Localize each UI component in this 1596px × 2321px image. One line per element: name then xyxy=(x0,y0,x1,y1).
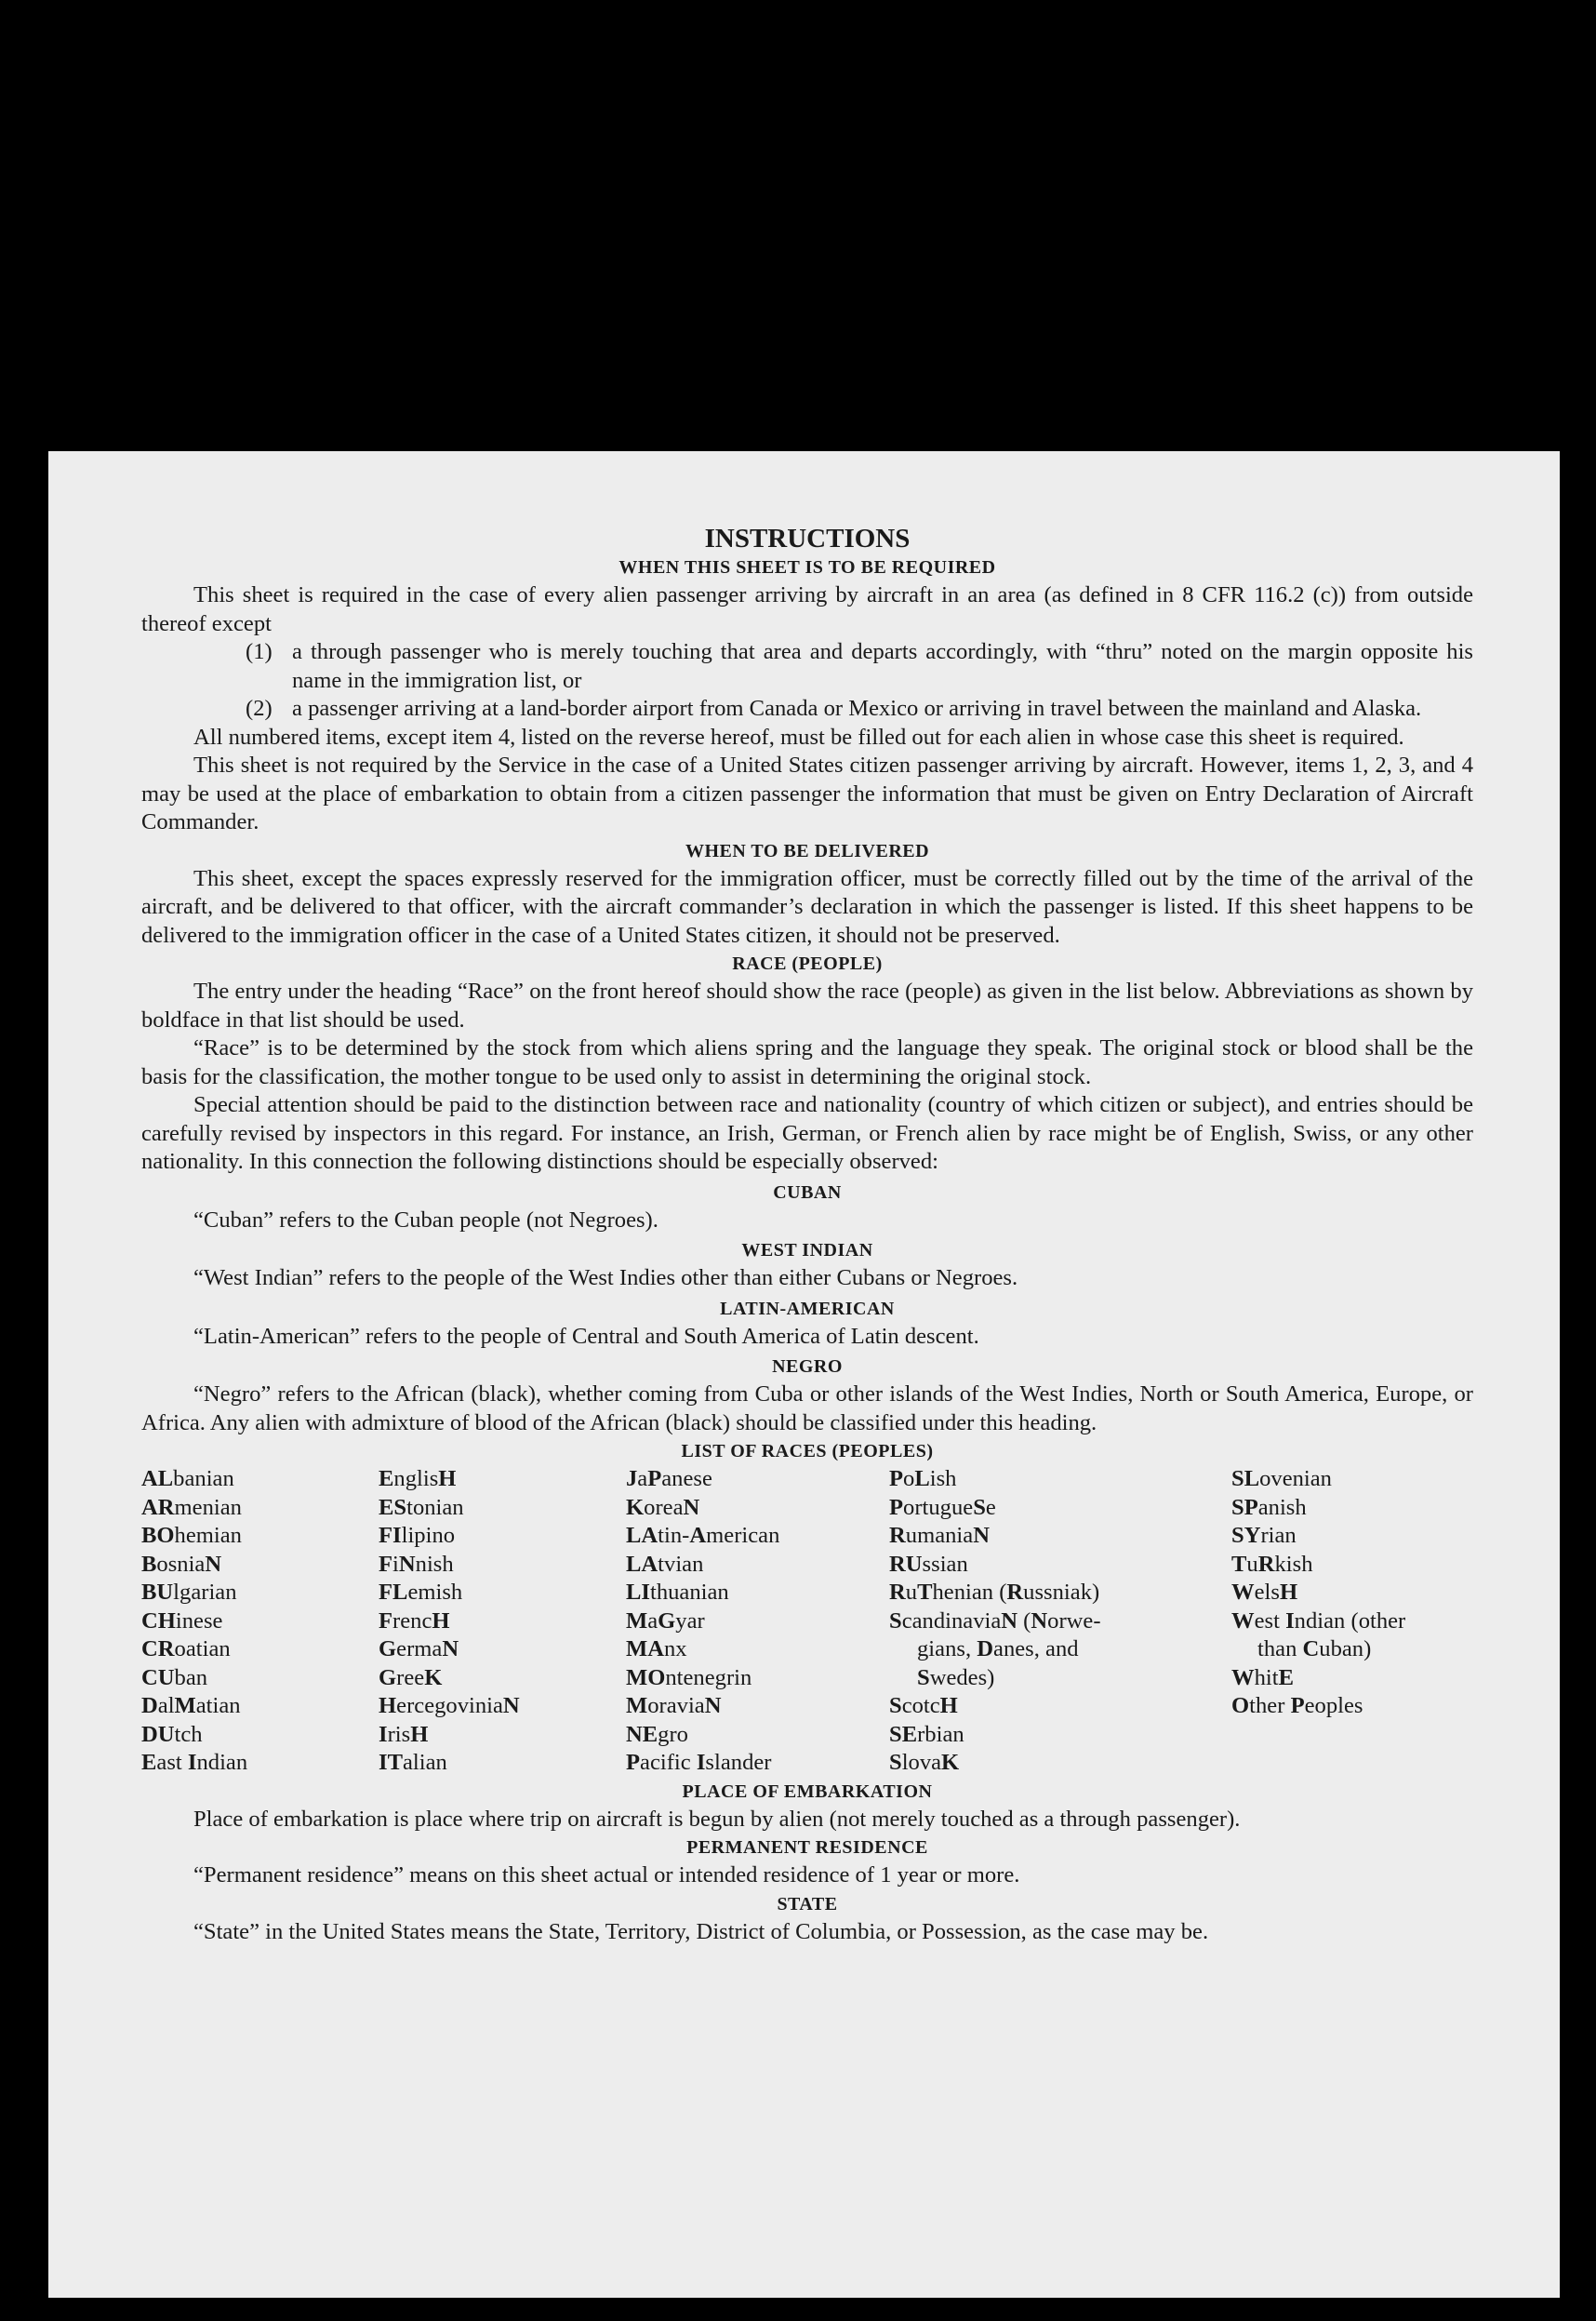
race-item: WelsH xyxy=(1231,1580,1298,1605)
race-item: West Indian (other xyxy=(1231,1607,1406,1634)
item-text: a passenger arriving at a land-border airport from Canada or Mexico or arriving in travel between the mainland and Alaska. xyxy=(292,696,1422,721)
race-item: CHinese xyxy=(141,1607,223,1634)
paragraph: Special attention should be paid to the distinction between race and nationality (country of which citizen or subject), and entries should be carefully revised by inspectors in this regard. For instance, an Irish, German, or French alien by race might be of English, Swiss, or any other nationality. In this connection the following distinctions should be especially observed: xyxy=(141,1092,1473,1174)
heading-latin-american: LATIN-AMERICAN xyxy=(720,1298,895,1319)
race-item: SLovenian xyxy=(1231,1466,1332,1491)
race-column-3 xyxy=(626,1465,889,1778)
race-item: IrisH xyxy=(379,1721,429,1747)
race-item: KoreaN xyxy=(626,1494,700,1520)
instructions-content xyxy=(141,524,1473,1946)
race-item: GreeK xyxy=(379,1664,443,1690)
race-item: ARmenian xyxy=(141,1494,242,1520)
heading-negro: NEGRO xyxy=(772,1356,843,1377)
paragraph: “Latin-American” refers to the people of Central and South America of Latin descent. xyxy=(193,1323,979,1349)
paragraph: Place of embarkation is place where trip on aircraft is begun by alien (not merely touched as a through passenger). xyxy=(193,1806,1241,1832)
heading-west-indian: WEST INDIAN xyxy=(741,1240,873,1261)
race-item: than Cuban) xyxy=(1257,1636,1372,1661)
race-list xyxy=(141,1465,1473,1778)
race-item: SErbian xyxy=(889,1721,964,1747)
race-item: East Indian xyxy=(141,1750,248,1775)
race-item: SlovaK xyxy=(889,1750,960,1775)
race-item: LIthuanian xyxy=(626,1580,729,1605)
race-item: EnglisH xyxy=(379,1466,457,1491)
item-text: a through passenger who is merely touching that area and departs accordingly, with “thru” noted on the margin opposite his name in the immigration list, or xyxy=(292,639,1473,693)
race-item: DUtch xyxy=(141,1721,203,1747)
race-item: CRoatian xyxy=(141,1636,231,1661)
race-item: ITalian xyxy=(379,1750,447,1775)
item-number: (2) xyxy=(246,696,273,721)
race-item: EStonian xyxy=(379,1494,464,1520)
race-item: Pacific Islander xyxy=(626,1750,772,1775)
race-item: WhitE xyxy=(1231,1664,1294,1690)
race-item: SPanish xyxy=(1231,1494,1307,1520)
race-item: Swedes) xyxy=(917,1664,995,1690)
race-item: PoLish xyxy=(889,1466,957,1491)
race-item: FiNnish xyxy=(379,1551,454,1577)
race-column-2 xyxy=(379,1465,626,1778)
list-item xyxy=(246,638,1473,695)
paragraph: “West Indian” refers to the people of the West Indies other than either Cubans or Negroes. xyxy=(193,1265,1018,1290)
race-item: RUssian xyxy=(889,1551,968,1577)
heading-when-required: WHEN THIS SHEET IS TO BE REQUIRED xyxy=(618,557,996,578)
race-item: BOhemian xyxy=(141,1523,242,1548)
race-item: TuRkish xyxy=(1231,1551,1313,1577)
paragraph: This sheet is required in the case of every alien passenger arriving by aircraft in an area (as defined in 8 CFR 116.2 (c)) from outside thereof except xyxy=(141,582,1473,636)
race-item: Other Peoples xyxy=(1231,1693,1363,1718)
race-item: NEgro xyxy=(626,1721,688,1747)
race-item: HercegoviniaN xyxy=(379,1693,520,1718)
paragraph: “Negro” refers to the African (black), whether coming from Cuba or other islands of the West Indies, North or South America, Europe, or Africa. Any alien with admixture of blood of the African (black) should be classified under this heading. xyxy=(141,1381,1473,1435)
list-item xyxy=(246,695,1473,724)
heading-permanent-residence: PERMANENT RESIDENCE xyxy=(686,1837,928,1858)
race-column-1 xyxy=(141,1465,379,1778)
item-number: (1) xyxy=(246,639,273,664)
race-column-4 xyxy=(889,1465,1231,1778)
race-item: FLemish xyxy=(379,1580,463,1605)
document-sheet xyxy=(48,451,1560,2298)
race-item: BosniaN xyxy=(141,1551,222,1577)
heading-state: STATE xyxy=(777,1893,838,1914)
race-column-5 xyxy=(1231,1465,1473,1778)
race-item: DalMatian xyxy=(141,1693,241,1718)
race-item: CUban xyxy=(141,1664,208,1690)
race-item: ScandinaviaN (Norwe- xyxy=(889,1607,1101,1634)
race-item: MaGyar xyxy=(626,1607,705,1634)
race-item: BUlgarian xyxy=(141,1580,237,1605)
race-item: LAtvian xyxy=(626,1551,704,1577)
race-item: PortugueSe xyxy=(889,1494,996,1520)
paragraph: All numbered items, except item 4, listed on the reverse hereof, must be filled out for each alien in whose case this sheet is required. xyxy=(193,724,1404,750)
race-item: MoraviaN xyxy=(626,1693,722,1718)
paragraph: “Race” is to be determined by the stock from which aliens spring and the language they speak. The original stock or blood shall be the basis for the classification, the mother tongue to be used only to assist in determining the original stock. xyxy=(141,1035,1473,1089)
race-item: SYrian xyxy=(1231,1523,1297,1548)
race-item: ALbanian xyxy=(141,1466,234,1491)
race-item: RumaniaN xyxy=(889,1523,990,1548)
paragraph: “Cuban” refers to the Cuban people (not Negroes). xyxy=(193,1207,658,1233)
paragraph: This sheet, except the spaces expressly reserved for the immigration officer, must be correctly filled out by the time of the arrival of the aircraft, and be delivered to that officer, with the aircraft commander’s declaration in which the passenger is listed. If this sheet happens to be delivered to the immigration officer in the case of a United States citizen, it should not be preserved. xyxy=(141,865,1473,948)
race-item: JaPanese xyxy=(626,1466,712,1491)
paragraph: This sheet is not required by the Service in the case of a United States citizen passenger arriving by aircraft. However, items 1, 2, 3, and 4 may be used at the place of embarkation to obtain from a citizen passenger the information that must be given on Entry Declaration of Aircraft Commander. xyxy=(141,753,1473,834)
race-item: FIlipino xyxy=(379,1523,456,1548)
heading-race: RACE (PEOPLE) xyxy=(732,954,883,974)
race-item: gians, Danes, and xyxy=(917,1636,1079,1661)
paragraph: The entry under the heading “Race” on the front hereof should show the race (people) as given in the list below. Abbreviations as shown by boldface in that list should be used. xyxy=(141,979,1473,1033)
paragraph: “State” in the United States means the State, Territory, District of Columbia, or Possession, as the case may be. xyxy=(193,1918,1209,1944)
heading-when-delivered: WHEN TO BE DELIVERED xyxy=(685,840,930,861)
race-item: GermaN xyxy=(379,1636,459,1661)
page-title: INSTRUCTIONS xyxy=(704,524,911,554)
heading-list-of-races: LIST OF RACES (PEOPLES) xyxy=(681,1441,934,1461)
race-item: MAnx xyxy=(626,1636,687,1661)
heading-cuban: CUBAN xyxy=(773,1181,842,1203)
heading-place-of-embarkation: PLACE OF EMBARKATION xyxy=(682,1781,933,1802)
race-item: FrencH xyxy=(379,1607,450,1634)
race-item: LAtin-American xyxy=(626,1523,780,1548)
paragraph: “Permanent residence” means on this sheet actual or intended residence of 1 year or more. xyxy=(193,1862,1020,1887)
race-item: ScotcH xyxy=(889,1693,958,1718)
race-item: MOntenegrin xyxy=(626,1664,752,1690)
race-item: RuThenian (Russniak) xyxy=(889,1580,1100,1605)
